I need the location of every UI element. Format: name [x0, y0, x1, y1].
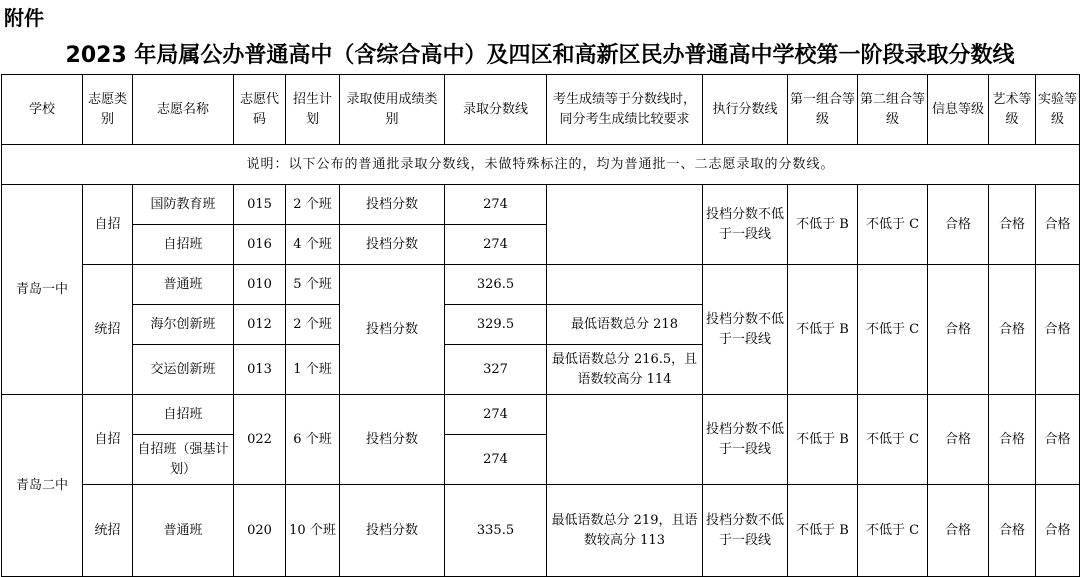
wish-name: 自招班（强基计划）: [133, 435, 234, 485]
tiebreak: 最低语数总分 218: [547, 305, 703, 345]
note-text: 说明：以下公布的普通批录取分数线，未做特殊标注的，均为普通批一、二志愿录取的分数线。: [2, 145, 1080, 185]
wish-code: 015: [234, 185, 286, 225]
col-score-type: 录取使用成绩类别: [340, 75, 445, 145]
score-type: 投档分数: [340, 485, 445, 577]
document-title: 2023 年局属公办普通高中（含综合高中）及四区和高新区民办普通高中学校第一阶段录取分数线: [65, 43, 1015, 68]
wish-name: 普通班: [133, 485, 234, 577]
admission-score-table: [1, 74, 1080, 577]
lab-level: 合格: [1036, 185, 1080, 265]
cutoff: 335.5: [445, 485, 547, 577]
cutoff: 329.5: [445, 305, 547, 345]
exec-line: 投档分数不低于一段线: [703, 485, 788, 577]
art-level: 合格: [989, 265, 1036, 395]
lab-level: 合格: [1036, 485, 1080, 577]
note-row: [2, 145, 1080, 185]
score-type: 投档分数: [340, 265, 445, 395]
wish-name: 海尔创新班: [133, 305, 234, 345]
score-type: 投档分数: [340, 395, 445, 485]
plan: 4 个班: [286, 225, 340, 265]
wish-code: 022: [234, 395, 286, 485]
exec-line: 投档分数不低于一段线: [703, 265, 788, 395]
plan: 10 个班: [286, 485, 340, 577]
plan: 5 个班: [286, 265, 340, 305]
group2-level: 不低于 C: [858, 485, 928, 577]
col-wish-type: 志愿类别: [83, 75, 133, 145]
attachment-heading: 附件: [4, 6, 44, 30]
info-level: 合格: [928, 485, 989, 577]
group1-level: 不低于 B: [788, 395, 858, 485]
lab-level: 合格: [1036, 265, 1080, 395]
school-name: 青岛一中: [2, 185, 83, 395]
art-level: 合格: [989, 485, 1036, 577]
group1-level: 不低于 B: [788, 185, 858, 265]
info-level: 合格: [928, 185, 989, 265]
wish-type: 统招: [83, 485, 133, 577]
cutoff: 326.5: [445, 265, 547, 305]
score-type: 投档分数: [340, 225, 445, 265]
wish-code: 013: [234, 345, 286, 395]
cutoff: 274: [445, 395, 547, 435]
info-level: 合格: [928, 395, 989, 485]
col-lab: 实验等级: [1036, 75, 1080, 145]
table-row: [2, 185, 1080, 225]
col-cutoff: 录取分数线: [445, 75, 547, 145]
col-art: 艺术等级: [989, 75, 1036, 145]
col-wish-code: 志愿代码: [234, 75, 286, 145]
cutoff: 274: [445, 435, 547, 485]
group1-level: 不低于 B: [788, 265, 858, 395]
col-wish-name: 志愿名称: [133, 75, 234, 145]
cutoff: 327: [445, 345, 547, 395]
wish-name: 自招班: [133, 225, 234, 265]
group2-level: 不低于 C: [858, 395, 928, 485]
col-school: 学校: [2, 75, 83, 145]
wish-code: 012: [234, 305, 286, 345]
tiebreak: [547, 395, 703, 485]
col-plan: 招生计划: [286, 75, 340, 145]
table-row: [2, 395, 1080, 435]
col-info: 信息等级: [928, 75, 989, 145]
col-tiebreak: 考生成绩等于分数线时，同分考生成绩比较要求: [547, 75, 703, 145]
table-row: [2, 265, 1080, 305]
info-level: 合格: [928, 265, 989, 395]
cutoff: 274: [445, 185, 547, 225]
wish-name: 交运创新班: [133, 345, 234, 395]
wish-code: 016: [234, 225, 286, 265]
plan: 2 个班: [286, 185, 340, 225]
tiebreak: [547, 265, 703, 305]
col-exec-line: 执行分数线: [703, 75, 788, 145]
header-row: [2, 75, 1080, 145]
wish-name: 自招班: [133, 395, 234, 435]
plan: 1 个班: [286, 345, 340, 395]
wish-type: 自招: [83, 395, 133, 485]
tiebreak: [547, 185, 703, 265]
wish-name: 国防教育班: [133, 185, 234, 225]
group2-level: 不低于 C: [858, 185, 928, 265]
exec-line: 投档分数不低于一段线: [703, 185, 788, 265]
wish-type: 自招: [83, 185, 133, 265]
score-type: 投档分数: [340, 185, 445, 225]
wish-type: 统招: [83, 265, 133, 395]
school-name: 青岛二中: [2, 395, 83, 577]
art-level: 合格: [989, 185, 1036, 265]
art-level: 合格: [989, 395, 1036, 485]
group1-level: 不低于 B: [788, 485, 858, 577]
plan: 2 个班: [286, 305, 340, 345]
wish-code: 010: [234, 265, 286, 305]
table-row: [2, 485, 1080, 577]
wish-name: 普通班: [133, 265, 234, 305]
cutoff: 274: [445, 225, 547, 265]
exec-line: 投档分数不低于一段线: [703, 395, 788, 485]
col-group2: 第二组合等级: [858, 75, 928, 145]
plan: 6 个班: [286, 395, 340, 485]
group2-level: 不低于 C: [858, 265, 928, 395]
col-group1: 第一组合等级: [788, 75, 858, 145]
lab-level: 合格: [1036, 395, 1080, 485]
tiebreak: 最低语数总分 216.5，且语数较高分 114: [547, 345, 703, 395]
wish-code: 020: [234, 485, 286, 577]
tiebreak: 最低语数总分 219，且语数较高分 113: [547, 485, 703, 577]
